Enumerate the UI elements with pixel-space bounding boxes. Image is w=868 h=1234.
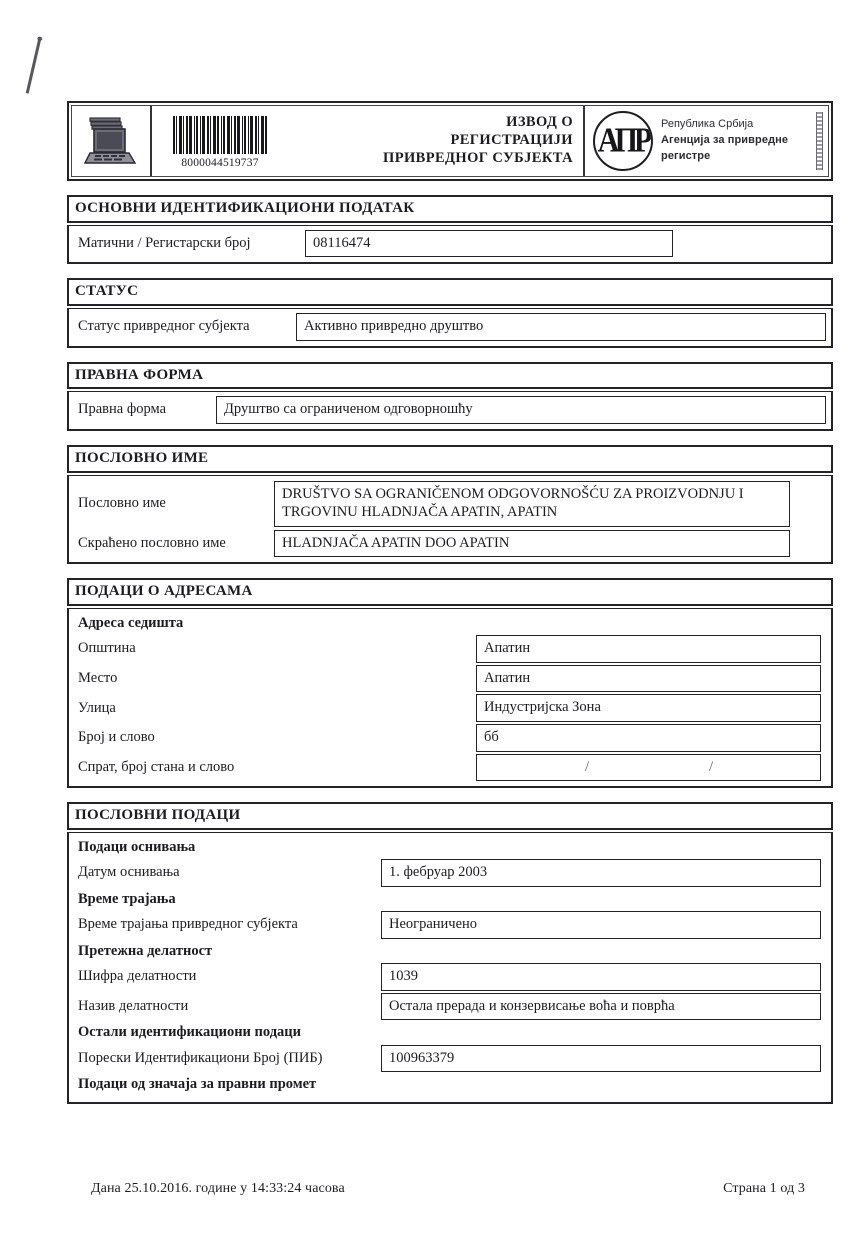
label-street: Улица [78,699,116,716]
agency-line-1: Република Србија [661,118,754,131]
apr-logo-letters: АПР [597,121,649,160]
label-house-number: Број и слово [78,729,155,746]
label-short-business-name: Скраћено пословно име [78,534,226,551]
label-pib: Порески Идентификациони Број (ПИБ) [78,1049,323,1066]
label-place: Место [78,669,118,686]
section-title-business-name: ПОСЛОВНО ИМЕ [67,445,833,473]
footer-generated-timestamp: Дана 25.10.2016. године у 14:33:24 часова [91,1181,345,1196]
value-registration-number[interactable]: 08116474 [305,230,673,258]
section-basic-identification [67,195,833,264]
label-registration-number: Матични / Регистарски број [78,234,251,251]
field-row-founding-date [74,859,826,887]
subheading-primary-activity: Претежна делатност [78,942,213,959]
subheading-registered-address: Адреса седишта [78,614,184,631]
section-legal-form [67,362,833,431]
value-activity-name[interactable]: Остала прерада и конзервисање воћа и поврћа [381,993,821,1021]
scan-pen-mark [26,38,42,93]
label-legal-form: Правна форма [78,401,167,418]
apr-logo-block [583,106,828,176]
value-legal-form[interactable]: Друштво са ограниченом одговорношћу [216,396,826,424]
title-line-3: ПРИВРЕДНОГ СУБЈЕКТА [383,149,573,166]
label-activity-name: Назив делатности [78,997,189,1014]
barcode [152,106,288,176]
document-title [288,106,583,176]
section-status [67,278,833,347]
label-business-name: Пословно име [78,494,166,511]
field-row-floor-apartment [74,754,826,782]
section-business-data [67,802,833,1103]
field-row-legal-form [74,396,826,424]
agency-line-2: Агенција за привредне регистре [661,134,789,162]
section-business-name [67,445,833,564]
label-floor-apartment: Спрат, број стана и слово [78,758,235,775]
value-municipality[interactable]: Апатин [476,635,821,663]
value-place[interactable]: Апатин [476,665,821,693]
field-row-place [74,665,826,693]
subheading-duration: Време трајања [78,890,176,907]
section-addresses [67,578,833,788]
value-pib[interactable]: 100963379 [381,1045,821,1073]
decorative-rule [816,112,823,170]
label-status: Статус привредног субјекта [78,318,250,335]
field-row-business-name [74,480,826,528]
subheading-founding-data: Подаци оснивања [78,838,196,855]
title-line-1: ИЗВОД О [506,114,573,131]
field-row-municipality [74,635,826,663]
label-activity-code: Шифра делатности [78,968,197,985]
section-title-basic-id: ОСНОВНИ ИДЕНТИФИКАЦИОНИ ПОДАТАК [67,195,833,223]
footer-page-number: Страна 1 од 3 [723,1181,805,1196]
value-duration[interactable]: Неограничено [381,911,821,939]
field-row-registration-number [74,230,826,258]
title-line-2: РЕГИСТРАЦИЈИ [450,132,573,149]
section-title-status: СТАТУС [67,278,833,306]
value-business-name[interactable]: DRUŠTVO SA OGRANIČENOM ODGOVORNOŠĆU ZA PROIZVODNJU I TRGOVINU HLADNJAČA APATIN, APATIN [274,481,790,527]
field-row-pib [74,1045,826,1073]
value-street[interactable]: Индустријска Зона [476,694,821,722]
section-title-addresses: ПОДАЦИ О АДРЕСАМА [67,578,833,606]
document-header [67,101,833,181]
field-row-house-number [74,724,826,752]
label-municipality: Општина [78,640,136,657]
field-row-duration [74,911,826,939]
value-short-business-name[interactable]: HLADNJAČA APATIN DOO APATIN [274,530,790,558]
section-title-business-data: ПОСЛОВНИ ПОДАЦИ [67,802,833,830]
label-duration: Време трајања привредног субјекта [78,916,298,933]
field-row-activity-name [74,993,826,1021]
barcode-number: 8000044519737 [181,156,259,169]
value-floor-apartment[interactable] [476,754,821,782]
value-activity-code[interactable]: 1039 [381,963,821,991]
laptop-documents-icon [72,106,152,176]
section-title-legal-form: ПРАВНА ФОРМА [67,362,833,390]
floor-slash-2: / [709,758,714,775]
apr-logo-icon [593,111,653,171]
page-footer [67,1181,833,1197]
value-status[interactable]: Активно привредно друштво [296,313,826,341]
value-founding-date[interactable]: 1. фебруар 2003 [381,859,821,887]
agency-name [661,117,828,165]
value-house-number[interactable]: бб [476,724,821,752]
subheading-legal-traffic: Подаци од значаја за правни промет [78,1076,317,1093]
field-row-status [74,313,826,341]
barcode-bars [173,116,267,154]
subheading-other-identification: Остали идентификациони подаци [78,1024,302,1041]
floor-slash-1: / [584,758,589,775]
document-page [67,101,833,1104]
field-row-street [74,694,826,722]
field-row-activity-code [74,963,826,991]
label-founding-date: Датум оснивања [78,864,180,881]
field-row-short-business-name [74,530,826,558]
